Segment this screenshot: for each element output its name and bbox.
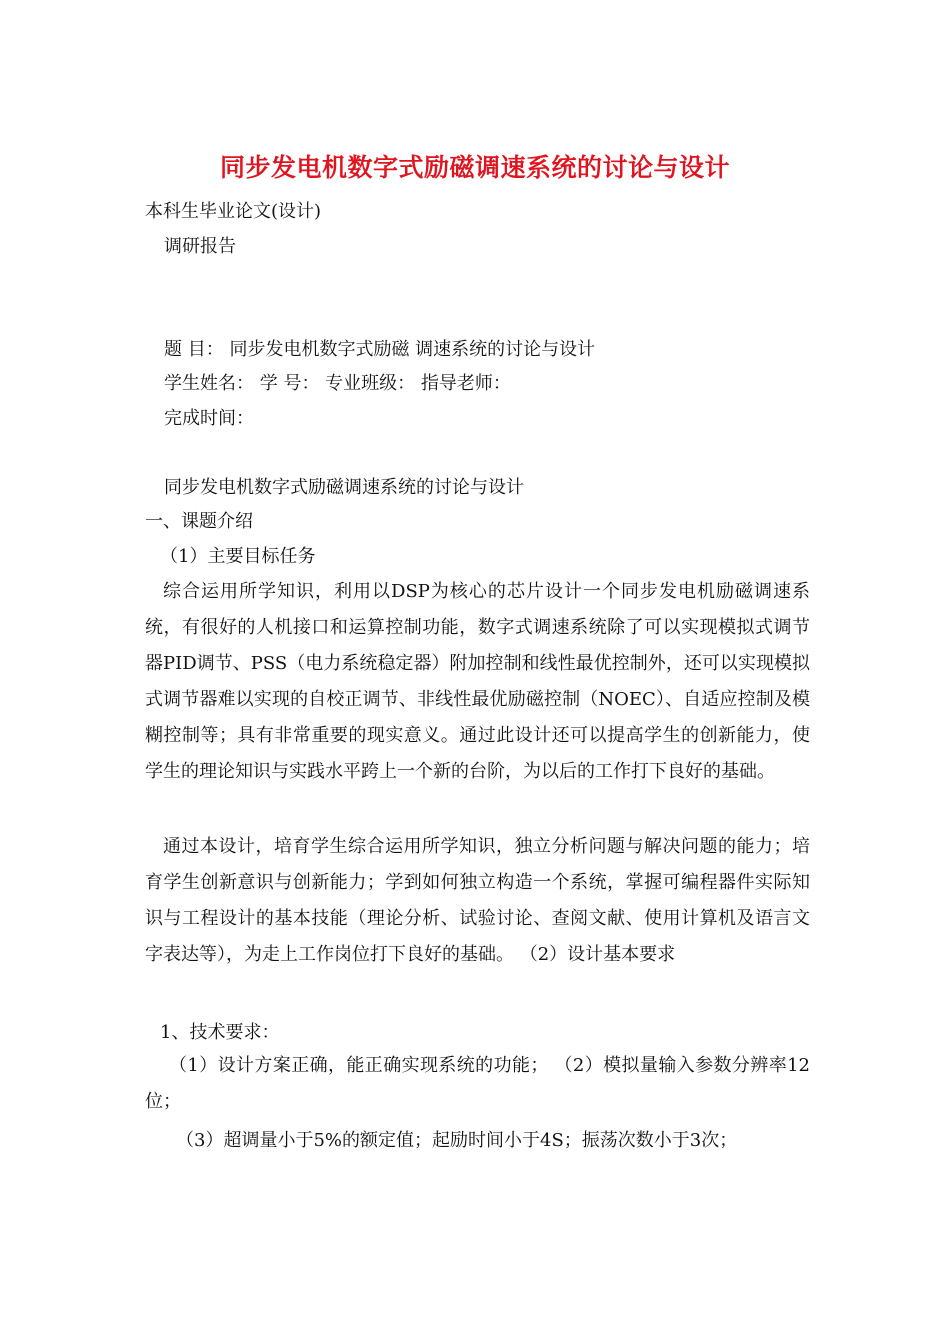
student-info-line: 学生姓名： 学 号： 专业班级： 指导老师：: [164, 373, 511, 394]
body-heading: 同步发电机数字式励磁调速系统的讨论与设计: [164, 477, 524, 498]
thesis-type: 本科生毕业论文(设计): [145, 201, 322, 222]
document-title: 同步发电机数字式励磁调速系统的讨论与设计: [219, 153, 730, 182]
paragraph-design-goals: 通过本设计，培育学生综合运用所学知识，独立分析问题与解决问题的能力；培育学生创新意识与创新能力；学到如何独立构造一个系统，掌握可编程器件实际知识与工程设计的基本技能（理论分析、试验讨论、查阅文献、使用计算机及语言文字表达等），为走上工作岗位打下良好的基础。 （2）设计基本要求: [145, 836, 810, 965]
paragraph-main-objectives: 综合运用所学知识，利用以DSP为核心的芯片设计一个同步发电机励磁调速系统，有很好的人机接口和运算控制功能，数字式调速系统除了可以实现模拟式调节器PID调节、PSS（电力系统稳定器）附加控制和线性最优控制外，还可以实现模拟式调节器难以实现的自校正调节、非线性最优励磁控制（NOEC）、自适应控制及模糊控制等；具有非常重要的现实意义。通过此设计还可以提高学生的创新能力，使学生的理论知识与实践水平跨上一个新的台阶，为以后的工作打下良好的基础。: [145, 581, 810, 782]
topic-line: 题 目： 同步发电机数字式励磁 调速系统的讨论与设计: [164, 339, 596, 360]
section-heading: 一、课题介绍: [145, 511, 253, 532]
completion-date-line: 完成时间：: [164, 408, 254, 429]
subsection-heading: （1）主要目标任务: [160, 546, 316, 567]
requirement-line-1: （1）设计方案正确，能正确实现系统的功能； （2）模拟量输入参数分辨率12位；: [145, 1055, 810, 1112]
report-type: 调研报告: [164, 236, 236, 257]
technical-requirements-heading: 1、技术要求：: [160, 1022, 280, 1043]
requirement-line-2: （3）超调量小于5%的额定值；起励时间小于4S；振荡次数小于3次；: [176, 1130, 738, 1151]
